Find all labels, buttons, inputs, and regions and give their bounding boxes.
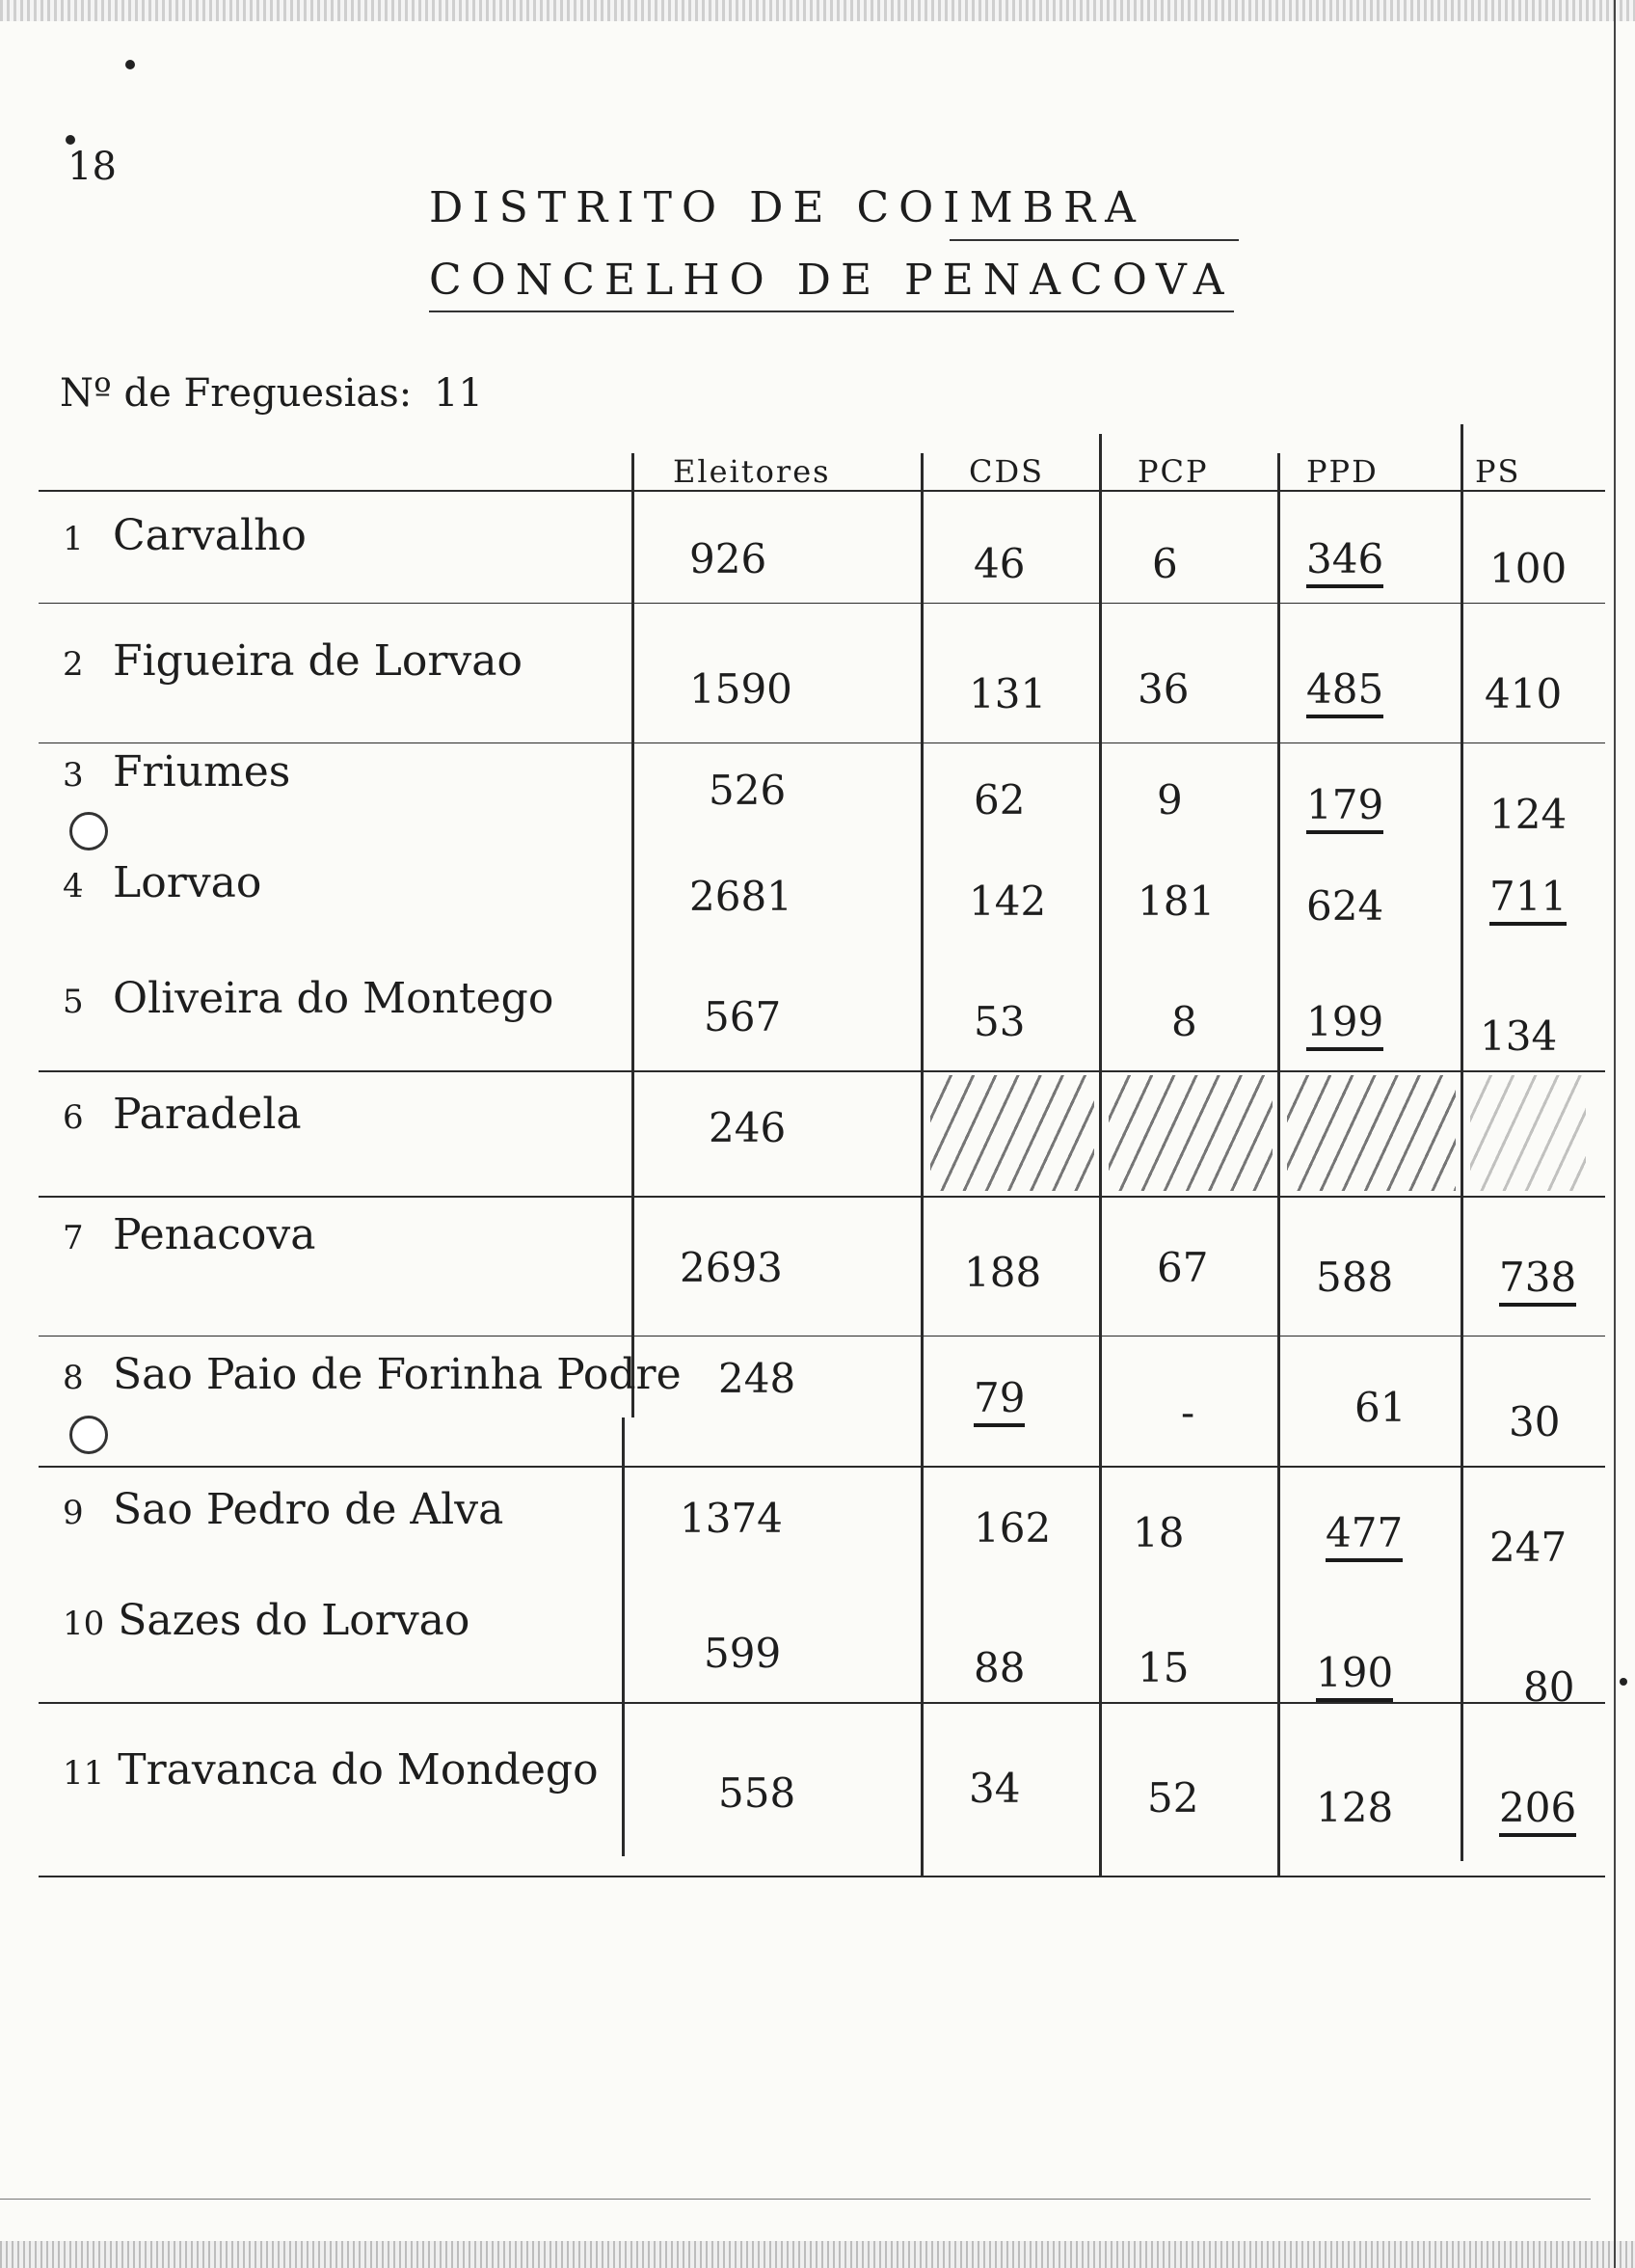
cell-pcp: 18 bbox=[1133, 1509, 1185, 1556]
col-rule bbox=[622, 1418, 625, 1856]
cell-eleitores: 558 bbox=[718, 1769, 796, 1817]
cell-eleitores: 599 bbox=[704, 1630, 782, 1677]
cell-ppd: 179 bbox=[1306, 781, 1383, 834]
cell-ppd: 477 bbox=[1326, 1509, 1403, 1562]
row-rule bbox=[39, 603, 1605, 604]
hatch-ps bbox=[1470, 1075, 1586, 1191]
cell-ppd: 588 bbox=[1316, 1254, 1394, 1301]
table-row-name: 11 Travanca do Mondego bbox=[63, 1745, 599, 1795]
row-rule bbox=[39, 1702, 1605, 1704]
cell-ps: 124 bbox=[1489, 791, 1568, 838]
cell-pcp: - bbox=[1181, 1389, 1195, 1436]
title-underline bbox=[429, 310, 1234, 312]
scan-bottom-strip bbox=[0, 2241, 1635, 2268]
table-row-name: 4 Lorvao bbox=[63, 858, 262, 907]
cell-eleitores: 526 bbox=[709, 767, 787, 814]
cell-ppd: 61 bbox=[1354, 1384, 1407, 1431]
col-rule bbox=[631, 453, 634, 1418]
cell-ps: 134 bbox=[1480, 1012, 1558, 1060]
cell-cds: 131 bbox=[969, 670, 1047, 717]
page-number: 18 bbox=[67, 145, 117, 189]
parish-count-value: 11 bbox=[434, 371, 483, 416]
cell-pcp: 6 bbox=[1152, 540, 1178, 587]
cell-ps: 247 bbox=[1489, 1524, 1568, 1571]
table-row-name: 2 Figueira de Lorvao bbox=[63, 636, 523, 686]
cell-eleitores: 1590 bbox=[689, 665, 792, 713]
hatch-cds bbox=[930, 1075, 1094, 1191]
cell-eleitores: 2693 bbox=[680, 1244, 783, 1291]
cell-ps: 410 bbox=[1485, 670, 1563, 717]
cell-pcp: 52 bbox=[1147, 1774, 1199, 1822]
hatch-ppd bbox=[1287, 1075, 1456, 1191]
municipality-title: CONCELHO DE PENACOVA bbox=[429, 256, 1234, 305]
table-row-name: 10 Sazes do Lorvao bbox=[63, 1596, 470, 1645]
cell-cds: 34 bbox=[969, 1765, 1021, 1812]
col-header-pcp: PCP bbox=[1138, 453, 1209, 490]
table-row-name: 3 Friumes bbox=[63, 747, 291, 796]
cell-pcp: 36 bbox=[1138, 665, 1190, 713]
cell-ps: 80 bbox=[1523, 1663, 1575, 1711]
cell-pcp: 181 bbox=[1138, 878, 1216, 925]
ink-dot bbox=[125, 60, 135, 69]
hatch-pcp bbox=[1109, 1075, 1273, 1191]
cell-eleitores: 567 bbox=[704, 993, 782, 1040]
parish-count-line bbox=[60, 371, 483, 416]
row-rule bbox=[39, 742, 1605, 743]
district-title: DISTRITO DE COIMBRA bbox=[429, 183, 1145, 232]
row-rule bbox=[39, 1466, 1605, 1468]
cell-eleitores: 1374 bbox=[680, 1495, 783, 1542]
cell-pcp: 9 bbox=[1157, 776, 1183, 824]
cell-ps: 30 bbox=[1509, 1398, 1561, 1445]
cell-cds: 188 bbox=[964, 1249, 1042, 1296]
col-rule bbox=[921, 453, 924, 1876]
cell-ps: 711 bbox=[1489, 873, 1567, 926]
col-header-ps: PS bbox=[1475, 453, 1521, 490]
cell-ps: 206 bbox=[1499, 1784, 1576, 1837]
col-rule bbox=[1461, 424, 1463, 1861]
ink-dot bbox=[66, 135, 75, 145]
col-rule bbox=[1277, 453, 1280, 1876]
table-header-rule bbox=[39, 490, 1605, 492]
cell-eleitores: 248 bbox=[718, 1355, 796, 1402]
cell-cds: 88 bbox=[974, 1644, 1026, 1691]
cell-pcp: 15 bbox=[1138, 1644, 1190, 1691]
cell-pcp: 67 bbox=[1157, 1244, 1209, 1291]
cell-ps: 738 bbox=[1499, 1254, 1576, 1307]
cell-eleitores: 246 bbox=[709, 1104, 787, 1151]
page-bottom-edge bbox=[0, 2199, 1591, 2200]
table-row-name: 6 Paradela bbox=[63, 1090, 302, 1139]
cell-ppd: 190 bbox=[1316, 1649, 1393, 1702]
cell-ppd: 199 bbox=[1306, 998, 1383, 1051]
table-row-name: 8 Sao Paio de Forinha Podre bbox=[63, 1350, 682, 1399]
table-row-name: 7 Penacova bbox=[63, 1210, 316, 1259]
cell-ps: 100 bbox=[1489, 545, 1568, 592]
punch-hole bbox=[69, 1416, 108, 1454]
cell-pcp: 8 bbox=[1171, 998, 1197, 1045]
cell-cds: 46 bbox=[974, 540, 1026, 587]
cell-cds: 79 bbox=[974, 1374, 1025, 1427]
cell-eleitores: 926 bbox=[689, 535, 767, 582]
page-right-edge bbox=[1614, 0, 1616, 2268]
col-header-ppd: PPD bbox=[1306, 453, 1379, 490]
cell-ppd: 128 bbox=[1316, 1784, 1394, 1831]
punch-hole bbox=[69, 812, 108, 850]
title-underline bbox=[950, 239, 1239, 241]
cell-ppd: 346 bbox=[1306, 535, 1383, 588]
col-header-cds: CDS bbox=[969, 453, 1045, 490]
scan-top-strip bbox=[0, 0, 1635, 21]
cell-cds: 62 bbox=[974, 776, 1026, 824]
row-rule bbox=[39, 1070, 1605, 1072]
col-header-eleitores: Eleitores bbox=[673, 453, 831, 490]
table-row-name: 5 Oliveira do Montego bbox=[63, 974, 554, 1023]
row-rule bbox=[39, 1196, 1605, 1198]
ink-dot bbox=[1620, 1678, 1627, 1686]
cell-ppd: 485 bbox=[1306, 665, 1383, 718]
table-row-name: 1 Carvalho bbox=[63, 511, 307, 560]
cell-cds: 162 bbox=[974, 1504, 1052, 1552]
col-rule bbox=[1099, 434, 1102, 1876]
parish-count-label: Nº de Freguesias: bbox=[60, 371, 413, 416]
table-row-name: 9 Sao Pedro de Alva bbox=[63, 1485, 504, 1534]
cell-cds: 142 bbox=[969, 878, 1047, 925]
table-bottom-rule bbox=[39, 1876, 1605, 1877]
cell-cds: 53 bbox=[974, 998, 1026, 1045]
cell-ppd: 624 bbox=[1306, 882, 1384, 930]
cell-eleitores: 2681 bbox=[689, 873, 792, 920]
